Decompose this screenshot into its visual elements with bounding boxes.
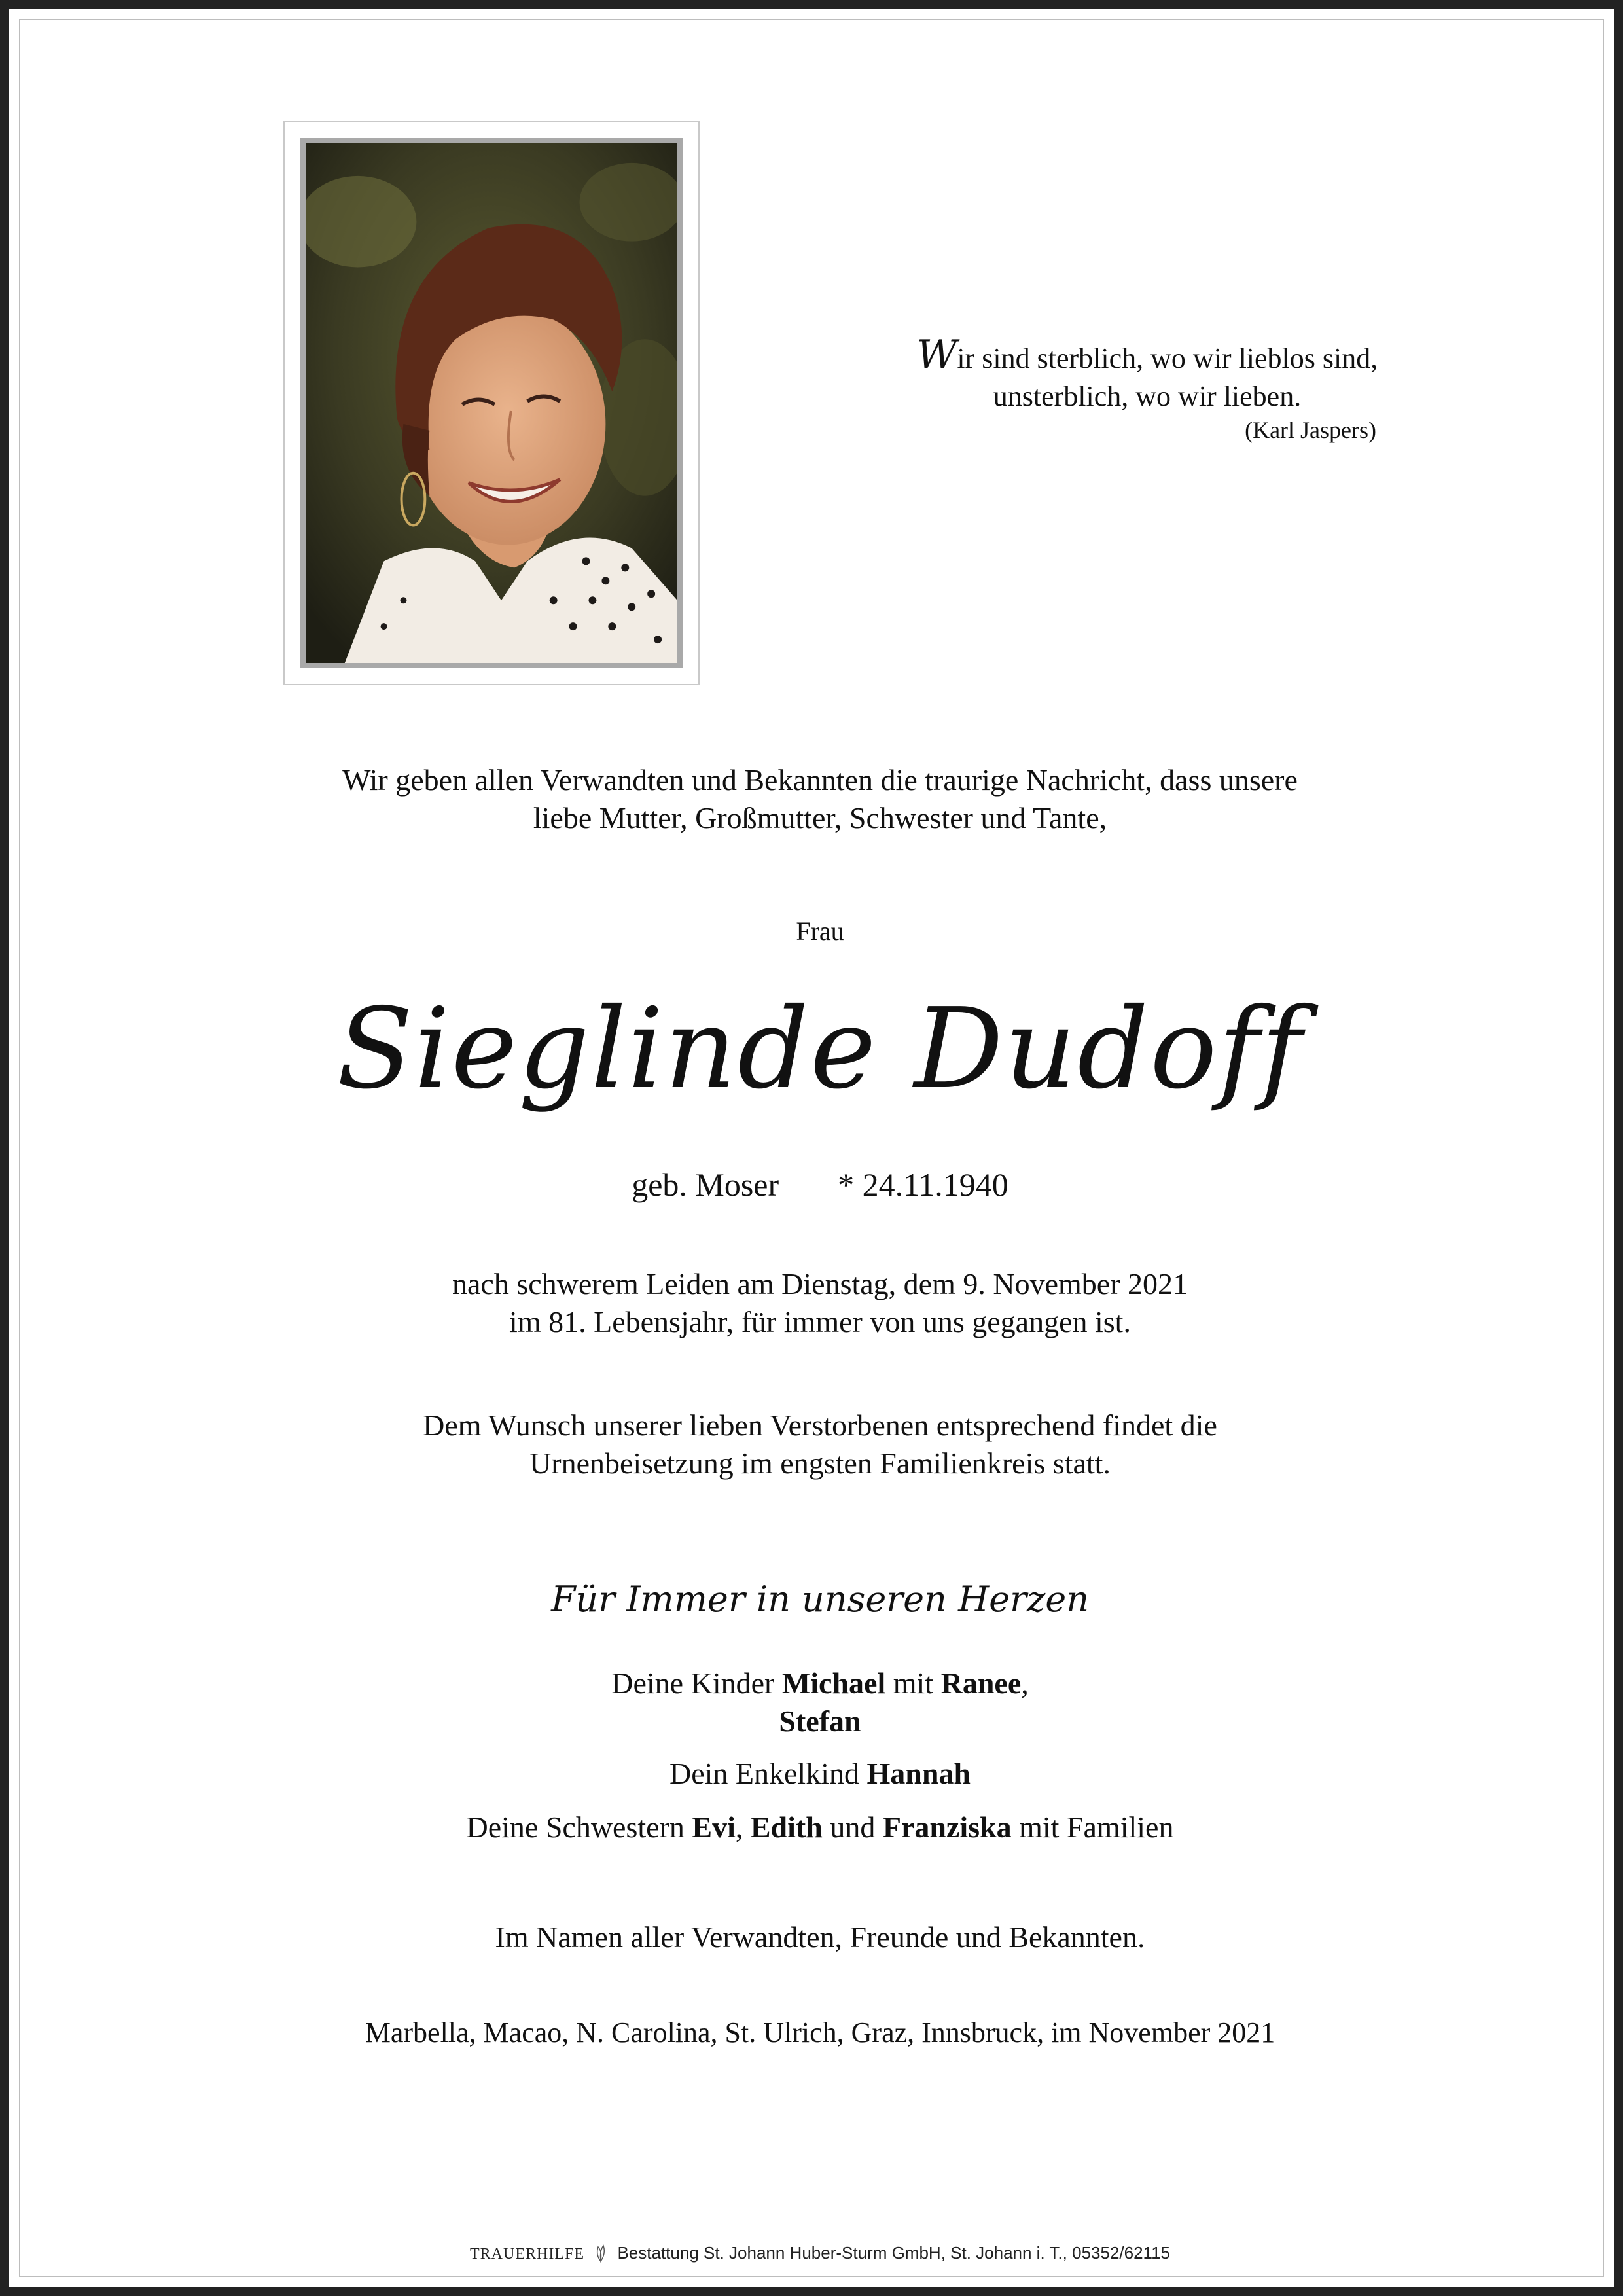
comma: , bbox=[1021, 1666, 1029, 1700]
places-date: Marbella, Macao, N. Carolina, St. Ulrich, Graz, Innsbruck, im November 2021 bbox=[365, 2017, 1275, 2049]
quote-line-2: unsterblich, wo wir lieben. bbox=[993, 380, 1302, 412]
portrait-frame bbox=[283, 121, 700, 685]
death-line-1: nach schwerem Leiden am Dienstag, dem 9. November 2021 bbox=[452, 1267, 1188, 1300]
child-1: Michael bbox=[781, 1666, 886, 1700]
salutation: Frau bbox=[796, 916, 844, 946]
quote-author: (Karl Jaspers) bbox=[1245, 417, 1376, 443]
quote-line-1 bbox=[820, 332, 1474, 378]
portrait-illustration bbox=[306, 143, 677, 663]
sister-2: Edith bbox=[750, 1810, 823, 1844]
motto: Für Immer in unseren Herzen bbox=[550, 1579, 1090, 1620]
mourners-children bbox=[9, 1664, 1623, 1702]
quote-block bbox=[820, 332, 1474, 444]
mourners-child-2 bbox=[9, 1702, 1623, 1740]
portrait-photo bbox=[306, 143, 677, 663]
wish-line-2: Urnenbeisetzung im engsten Familienkreis statt. bbox=[529, 1446, 1111, 1480]
portrait-mat bbox=[300, 138, 683, 668]
quote-initial: W bbox=[916, 332, 957, 378]
footer-text: Bestattung St. Johann Huber-Sturm GmbH, St. Johann i. T., 05352/62115 bbox=[617, 2243, 1170, 2263]
mourners-grandchild bbox=[9, 1755, 1623, 1793]
and-word: und bbox=[830, 1810, 876, 1844]
intro-line-2: liebe Mutter, Großmutter, Schwester und Tante, bbox=[533, 801, 1107, 834]
sisters-prefix: Deine Schwestern bbox=[466, 1810, 685, 1844]
birth-date: * 24.11.1940 bbox=[838, 1166, 1008, 1203]
birth-info bbox=[9, 1164, 1623, 1205]
closing: Im Namen aller Verwandten, Freunde und Bekannten. bbox=[495, 1920, 1145, 1954]
partner-1: Ranee bbox=[940, 1666, 1022, 1700]
sister-3: Franziska bbox=[882, 1810, 1012, 1844]
death-line-2: im 81. Lebensjahr, für immer von uns gegangen ist. bbox=[509, 1305, 1131, 1338]
deceased-name: Sieglinde Dudoff bbox=[336, 984, 1304, 1114]
leaf-icon bbox=[593, 2243, 609, 2263]
wish-line-1: Dem Wunsch unserer lieben Verstorbenen entsprechend findet die bbox=[423, 1408, 1217, 1442]
footer bbox=[9, 2242, 1623, 2265]
sisters-suffix: mit Familien bbox=[1019, 1810, 1174, 1844]
sister-1: Evi bbox=[692, 1810, 736, 1844]
intro-line-1: Wir geben allen Verwandten und Bekannten die traurige Nachricht, dass unsere bbox=[342, 763, 1298, 797]
children-prefix: Deine Kinder bbox=[611, 1666, 775, 1700]
child-2: Stefan bbox=[779, 1704, 861, 1738]
quote-line-1-text: ir sind sterblich, wo wir lieblos sind, bbox=[957, 342, 1378, 374]
mourners-sisters bbox=[9, 1808, 1623, 1846]
separator: , bbox=[735, 1810, 743, 1844]
footer-brand: TRAUERHILFE bbox=[470, 2246, 584, 2263]
grandchild-prefix: Dein Enkelkind bbox=[669, 1757, 859, 1790]
with-word: mit bbox=[893, 1666, 934, 1700]
grandchild: Hannah bbox=[866, 1757, 971, 1790]
maiden-name: geb. Moser bbox=[632, 1166, 779, 1203]
